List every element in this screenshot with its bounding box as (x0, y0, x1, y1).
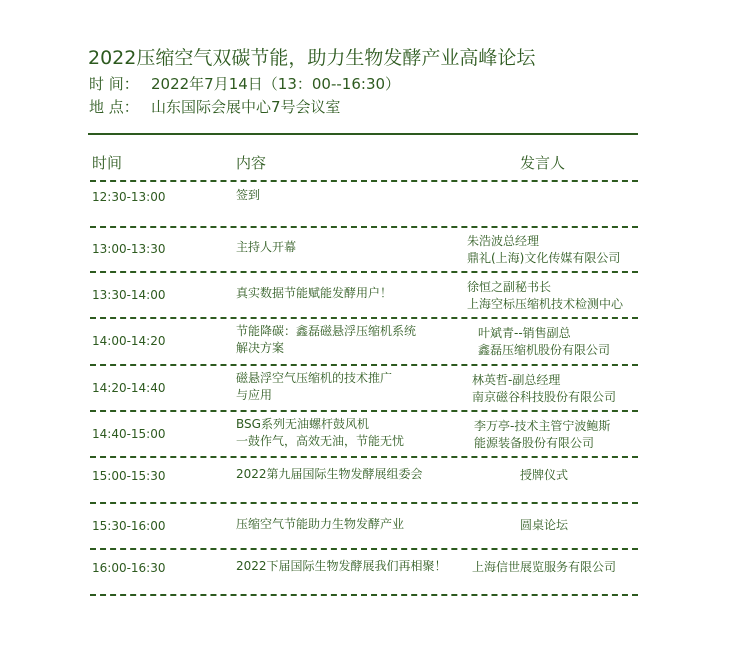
place-label: 地 点： (89, 98, 139, 116)
row-time: 15:30-16:00 (92, 519, 166, 533)
row-content-line: 一鼓作气，高效无油，节能无忧 (236, 434, 405, 448)
row-speaker-line: 授牌仪式 (520, 468, 569, 482)
event-time (89, 73, 400, 94)
row-speaker-line: 朱浩波总经理 (467, 234, 540, 248)
row-speaker-line: 林英哲-副总经理 (472, 373, 561, 387)
row-speaker-line: 鑫磊压缩机股份有限公司 (478, 343, 611, 357)
row-speaker-line: 能源装备股份有限公司 (474, 436, 595, 450)
row-time: 15:00-15:30 (92, 469, 166, 483)
row-divider (90, 410, 638, 412)
row-speaker-line: 圆桌论坛 (520, 518, 569, 532)
header-divider (88, 133, 638, 135)
row-divider (90, 502, 638, 504)
row-content-line: 解决方案 (236, 341, 285, 355)
row-content-line: 压缩空气节能助力生物发酵产业 (236, 517, 405, 531)
row-time: 12:30-13:00 (92, 190, 166, 204)
row-time: 13:30-14:00 (92, 288, 166, 302)
column-header-speaker: 发言人 (520, 154, 566, 172)
row-speaker-line: 李万亭-技术主管宁波鲍斯 (474, 419, 611, 433)
row-divider (90, 226, 638, 228)
row-content-line: 与应用 (236, 388, 273, 402)
time-value: 2022年7月14日（13：00--16:30） (151, 75, 401, 93)
row-content-line: 节能降碳：鑫磊磁悬浮压缩机系统 (236, 324, 417, 338)
row-divider (90, 548, 638, 550)
row-divider (90, 180, 638, 182)
row-speaker-line: 上海空标压缩机技术检测中心 (467, 297, 624, 311)
column-header-time: 时间 (92, 154, 123, 172)
row-speaker-line: 徐恒之副秘书长 (467, 280, 552, 294)
row-time: 16:00-16:30 (92, 561, 166, 575)
row-speaker-line: 上海信世展览服务有限公司 (472, 560, 617, 574)
row-time: 14:20-14:40 (92, 381, 166, 395)
event-place (89, 96, 341, 117)
row-content-line: BSG系列无油螺杆鼓风机 (236, 417, 369, 431)
row-time: 14:00-14:20 (92, 334, 166, 348)
row-content-line: 2022第九届国际生物发酵展组委会 (236, 467, 423, 481)
row-divider (90, 271, 638, 273)
column-header-content: 内容 (236, 154, 267, 172)
row-speaker-line: 鼎礼(上海)文化传媒有限公司 (467, 251, 621, 265)
row-content-line: 签到 (236, 188, 261, 202)
row-divider (90, 456, 638, 458)
row-content-line: 主持人开幕 (236, 240, 297, 254)
row-divider (90, 364, 638, 366)
page-title: 2022压缩空气双碳节能，助力生物发酵产业高峰论坛 (88, 47, 536, 69)
row-speaker-line: 叶斌青--销售副总 (478, 326, 571, 340)
row-divider (90, 317, 638, 319)
row-time: 14:40-15:00 (92, 427, 166, 441)
row-time: 13:00-13:30 (92, 242, 166, 256)
row-divider (90, 594, 638, 596)
row-content-line: 2022下届国际生物发酵展我们再相聚！ (236, 559, 447, 573)
row-content-line: 真实数据节能赋能发酵用户！ (236, 286, 393, 300)
place-value: 山东国际会展中心7号会议室 (151, 98, 341, 116)
row-content-line: 磁悬浮空气压缩机的技术推广 (236, 371, 393, 385)
row-speaker-line: 南京磁谷科技股份有限公司 (472, 390, 617, 404)
time-label: 时 间： (89, 75, 139, 93)
